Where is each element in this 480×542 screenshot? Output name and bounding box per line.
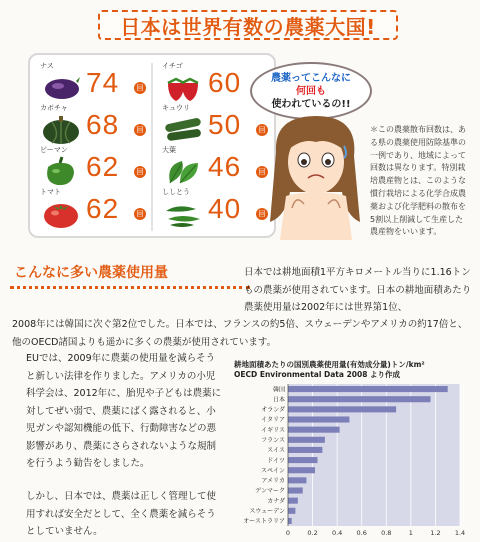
speech-line-2: 何回も: [296, 86, 326, 97]
chart-bar: [288, 467, 315, 473]
tomato-icon: [40, 197, 82, 229]
section-heading: [10, 258, 250, 284]
pesticide-usage-chart: [224, 360, 472, 538]
count-unit: 回: [134, 166, 146, 178]
body-paragraph-1: 日本では耕地面積1平方キロメートル当りに1.16トンもの農薬が使用されています。日本の耕地面積あたり農薬使用量は2002年には世界第1位、: [244, 267, 472, 313]
veg-eggplant: [36, 63, 154, 105]
speech-line-1: 農薬ってこんなに: [271, 73, 351, 84]
chart-category-label: 日本: [272, 396, 285, 404]
page-title-banner: [98, 10, 398, 40]
chart-bar: [288, 477, 306, 483]
count-unit: 回: [256, 208, 268, 220]
chart-category-label: カナダ: [267, 497, 285, 505]
chart-subtitle: OECD Environmental Data 2008 より作成: [234, 370, 401, 379]
spray-count: 40: [208, 193, 242, 224]
worried-girl-illustration: [256, 112, 376, 240]
spray-count-note: ＊この農薬散布回数は、ある県の農薬使用防除基準の一例であり、地域によって回数は異なります。特別栽培農産物とは、このような慣行栽培による化学合成農薬および化学肥料の散布を5割以上削減して生産した農産物をいいます。: [370, 125, 466, 237]
chart-x-tick-label: 1: [408, 529, 413, 537]
veg-name: カボチャ: [40, 104, 68, 112]
body-paragraph-4: しかし、日本では、農薬は正しく管理して使用すれば安全だとして、全く農薬を減らそうとしていません。: [26, 491, 217, 537]
chart-category-label: スウェーデン: [249, 507, 285, 515]
chart-bar: [288, 457, 317, 463]
chart-category-label: デンマーク: [255, 487, 285, 495]
green-pepper-icon: [40, 155, 82, 187]
veg-green-pepper: [36, 147, 154, 189]
chart-x-tick-label: 0.4: [331, 529, 343, 537]
chart-bar: [288, 487, 303, 493]
section-title: こんなに多い農薬使用量: [14, 265, 168, 281]
count-unit: 回: [256, 124, 268, 136]
veg-name: トマト: [40, 188, 61, 196]
veg-name: ししとう: [162, 188, 190, 196]
chart-bar: [288, 437, 325, 443]
chart-category-label: ドイツ: [267, 457, 285, 465]
chart-plot-background: [288, 384, 460, 526]
chart-category-label: イタリア: [260, 416, 285, 424]
chart-title: 耕地面積あたりの国別農薬使用量(有効成分量)トン/km²: [234, 360, 425, 369]
chart-x-tick-label: 1.4: [454, 529, 466, 537]
veg-name: 大葉: [162, 146, 176, 154]
chart-bar: [288, 508, 295, 514]
speech-line-3: 使われているの!!: [271, 99, 351, 110]
spray-count: 74: [86, 67, 120, 98]
spray-count: 62: [86, 193, 120, 224]
count-unit: 回: [134, 124, 146, 136]
cucumber-icon: [162, 113, 204, 145]
strawberry-icon: [162, 71, 204, 103]
chart-category-label: オランダ: [261, 406, 285, 414]
spray-count-panel: [28, 53, 276, 238]
veg-name: ナス: [40, 62, 54, 70]
page-title: 日本は世界有数の農薬大国!: [120, 14, 376, 39]
count-unit: 回: [134, 208, 146, 220]
chart-plot: [224, 360, 472, 538]
chart-bar: [288, 416, 349, 422]
chart-x-tick-label: 0.6: [356, 529, 367, 537]
chart-category-label: フランス: [261, 436, 285, 444]
chart-category-label: アメリカ: [261, 477, 285, 485]
shishito-pepper-icon: [162, 197, 204, 229]
veg-name: ピーマン: [40, 146, 68, 154]
eggplant-icon: [40, 71, 82, 103]
chart-x-tick-label: 0.2: [307, 529, 318, 537]
chart-bar: [288, 447, 322, 453]
chart-x-tick-label: 0: [285, 529, 291, 537]
spray-count: 60: [208, 67, 242, 98]
perilla-leaf-icon: [162, 155, 204, 187]
section-underline: [10, 286, 250, 289]
body-paragraph-2: 2008年には韓国に次ぐ第2位でした。日本では、フランスの約5倍、スウェーデンやアメリカの約17倍と、他のOECD諸国よりも遥かに多くの農薬が使用されています。: [12, 319, 468, 348]
spray-count: 46: [208, 151, 242, 182]
chart-category-label: スイス: [267, 447, 285, 455]
body-paragraph-3: EUでは、2009年に農薬の使用量を減らそうと新しい法律を作りました。アメリカの小児科学会は、2012年に、胎児や子どもは農薬に対してぜい弱で、農薬にばく露されると、小児ガンや認知機能の低下、行動障害などの悪影響があり、農薬にさらされないような規制を行うよう勧告をしました。: [26, 353, 222, 469]
chart-category-label: イギリス: [261, 426, 285, 434]
chart-category-label: オーストラリア: [243, 518, 285, 526]
count-unit: 回: [256, 166, 268, 178]
chart-bar: [288, 498, 298, 504]
chart-bar: [288, 518, 292, 524]
chart-bar: [288, 396, 431, 402]
veg-name: イチゴ: [162, 62, 183, 70]
chart-x-tick-label: 0.8: [381, 529, 392, 537]
spray-count: 50: [208, 109, 242, 140]
spray-count: 68: [86, 109, 120, 140]
veg-pumpkin: [36, 105, 154, 147]
pumpkin-icon: [40, 113, 82, 145]
chart-category-label: スペイン: [260, 467, 285, 475]
chart-category-label: 韓国: [272, 386, 285, 394]
chart-bar: [288, 427, 340, 433]
veg-name: キュウリ: [162, 104, 190, 112]
chart-bar: [288, 406, 396, 412]
count-unit: 回: [134, 82, 146, 94]
chart-bar: [288, 386, 448, 392]
chart-x-tick-label: 1.2: [430, 529, 441, 537]
spray-count: 62: [86, 151, 120, 182]
veg-tomato: [36, 189, 154, 231]
